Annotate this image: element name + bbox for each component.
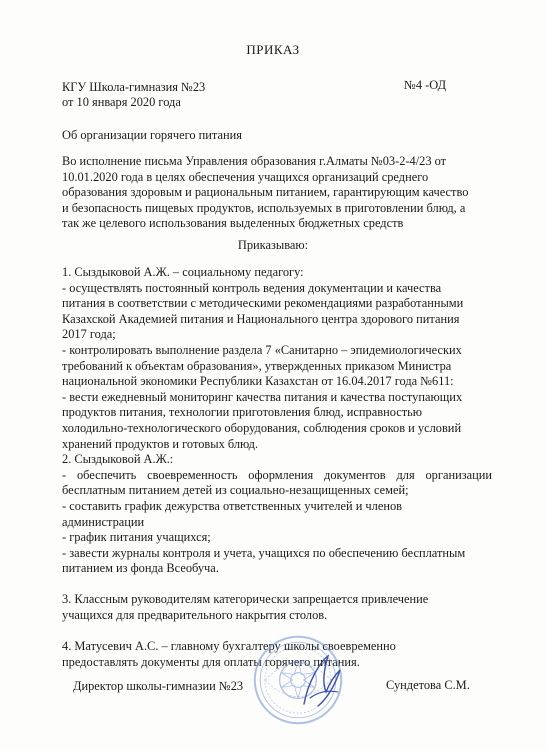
order-number: №4 -ОД bbox=[404, 78, 447, 92]
body-line: продуктов питания, технологии приготовления блюд, исправностью bbox=[62, 405, 423, 420]
body-line: 1. Сыздыковой А.Ж. – социальному педагогу: bbox=[62, 265, 304, 279]
body-line: - завести журналы контроля и учета, учащихся по обеспечению бесплатным bbox=[62, 545, 466, 560]
intro-paragraph bbox=[62, 154, 492, 232]
body-line: - обеспечить своевременность оформления документов для организации bbox=[62, 467, 492, 482]
body-line: - осуществлять постоянный контроль ведения документации и качества bbox=[62, 280, 442, 295]
body-line: - вести ежедневный мониторинг качества питания и качества поступающих bbox=[62, 389, 463, 404]
order-body bbox=[62, 265, 492, 670]
body-line: хранений продуктов и готовых блюд. bbox=[62, 436, 259, 451]
intro-line: образования здоровым и рациональным питанием, гарантирующим качество bbox=[62, 185, 469, 200]
document-title: ПРИКАЗ bbox=[246, 42, 300, 57]
director-name: Сундетова С.М. bbox=[386, 678, 470, 692]
body-line: питанием из фонда Всеобуча. bbox=[62, 561, 219, 576]
body-line: национальной экономики Республики Казахстан от 16.04.2017 года №611: bbox=[62, 374, 454, 389]
intro-line: 10.01.2020 года в целях обеспечения учащихся организаций среднего bbox=[62, 169, 429, 184]
body-line: требований к объектам образования», утвержденных приказом Министра bbox=[62, 358, 452, 373]
director-title: Директор школы-гимназии №23 bbox=[73, 679, 244, 693]
body-line: питания в соответствии с методическими рекомендациями разработанными bbox=[62, 296, 464, 311]
intro-line: Во исполнение письма Управления образования г.Алматы №03-2-4/23 от bbox=[62, 154, 447, 168]
order-subject: Об организации горячего питания bbox=[62, 128, 242, 142]
body-line: - составить график дежурства ответственных учителей и членов bbox=[62, 498, 403, 513]
body-line: 2. Сыздыковой А.Ж.: bbox=[62, 452, 174, 467]
body-line: Казахской Академией питания и Национального центра здорового питания bbox=[62, 311, 460, 326]
signature-icon bbox=[298, 652, 344, 710]
order-date: от 10 января 2020 года bbox=[62, 95, 181, 109]
body-line: - контролировать выполнение раздела 7 «Санитарно – эпидемиологических bbox=[62, 342, 462, 357]
order-heading: Приказываю: bbox=[237, 238, 309, 252]
body-line: холодильно-технологического оборудования, соблюдения сроков и условий bbox=[62, 420, 462, 435]
body-line: учащихся для предварительного накрытия столов. bbox=[62, 608, 328, 623]
body-line: 4. Матусевич А.С. – главному бухгалтеру школы своевременно bbox=[62, 639, 396, 654]
intro-line: и безопасность пищевых продуктов, используемых в приготовлении блюд, а bbox=[62, 200, 466, 215]
body-line bbox=[62, 577, 492, 593]
body-line: администрации bbox=[62, 514, 145, 529]
body-line: предоставлять документы для оплаты горячего питания. bbox=[62, 654, 360, 669]
body-line: бесплатным питанием детей из социально-незащищенных семей; bbox=[62, 483, 409, 498]
body-line: - график питания учащихся; bbox=[62, 530, 211, 545]
intro-line: так же целевого использования выделенных бюджетных средств bbox=[62, 216, 404, 231]
body-line: 3. Классным руководителям категорически запрещается привлечение bbox=[62, 592, 429, 607]
body-line: 2017 года; bbox=[62, 327, 116, 342]
organization-name: КГУ Школа-гимназия №23 bbox=[62, 80, 206, 94]
